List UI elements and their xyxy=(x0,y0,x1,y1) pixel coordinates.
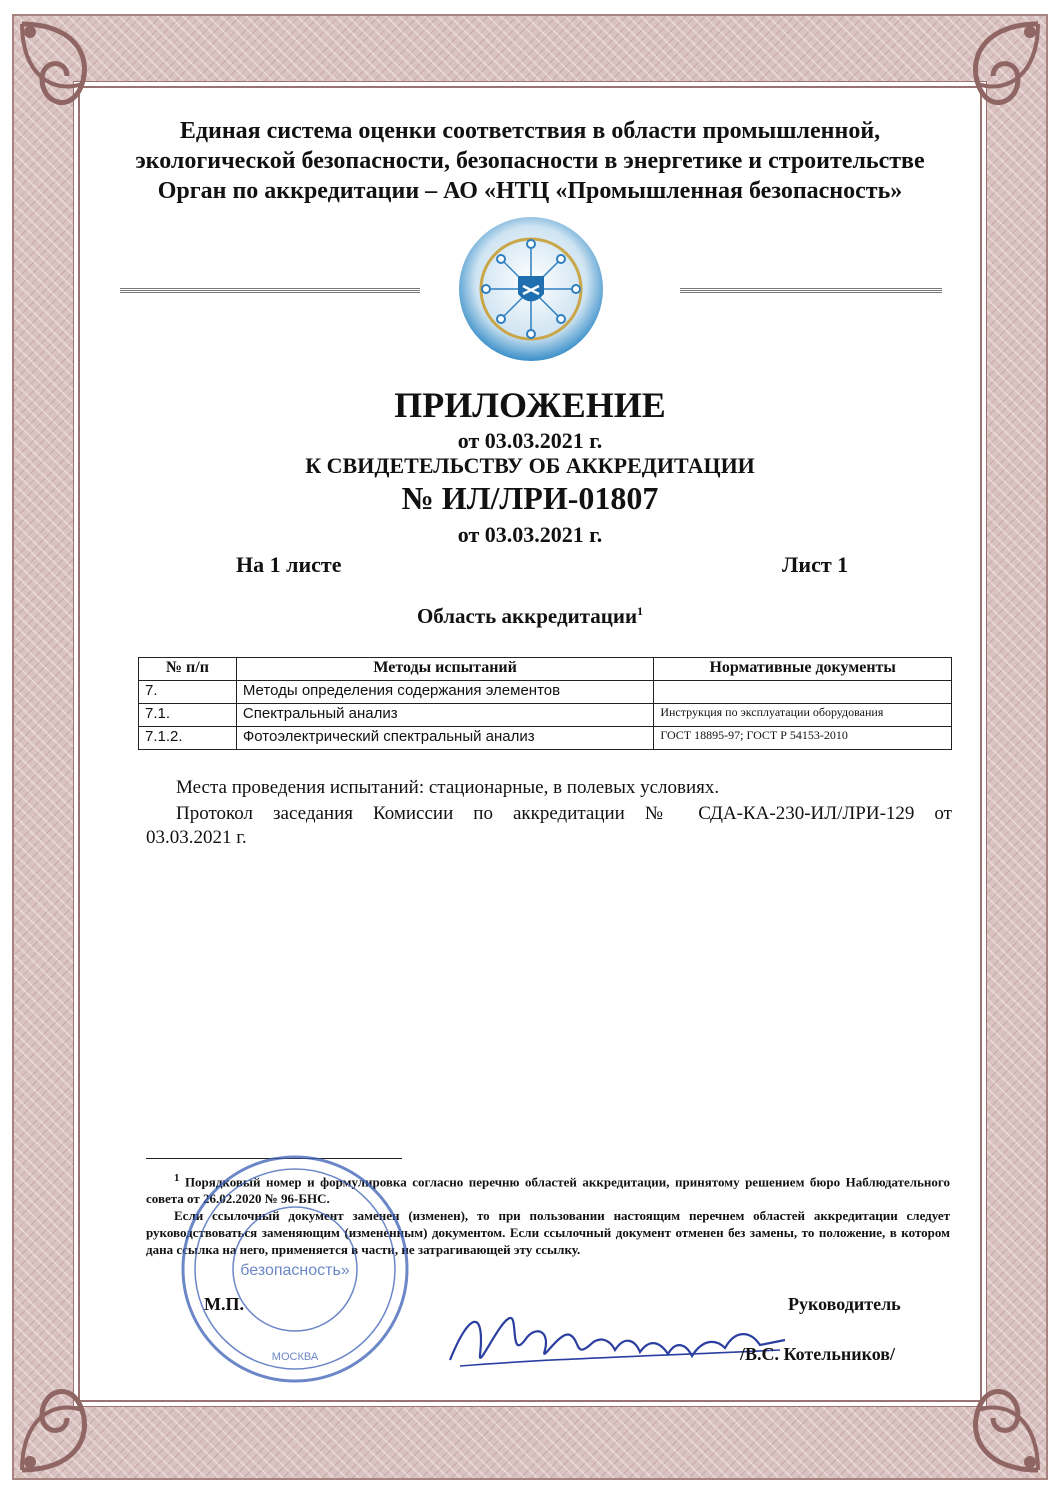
round-stamp-icon xyxy=(176,1150,414,1388)
corner-ornament-icon xyxy=(12,1330,162,1480)
signer-role: Руководитель xyxy=(788,1294,901,1314)
date-bottom: от 03.03.2021 г. xyxy=(457,522,603,547)
places-text: Места проведения испытаний: стационарные, в полевых условиях. xyxy=(176,777,720,798)
date-top: от 03.03.2021 г. xyxy=(457,428,603,453)
column-header: № п/п xyxy=(139,658,237,681)
signature-icon xyxy=(440,1300,800,1380)
table-header-row xyxy=(139,658,952,681)
cell-method: Спектральный анализ xyxy=(236,704,653,727)
footnote-text-2: Если ссылочный документ заменен (изменен), то при пользовании настоящим перечнем областей аккредитации следует руководствоваться заменяющим (измененным) документом. Если ссылочный документ отменен без замены, то положение, в котором дана ссылка на него, применяется в части, не затрагивающей эту ссылку. xyxy=(146,1208,950,1258)
header-line-1: Единая система оценки соответствия в области промышленной, xyxy=(179,118,881,144)
scope-title-text: Область аккредитации xyxy=(416,604,638,628)
seal-place-label: М.П. xyxy=(204,1294,244,1314)
cell-method: Методы определения содержания элементов xyxy=(236,681,653,704)
header-divider-right xyxy=(680,288,942,294)
header-line-3: Орган по аккредитации – АО «НТЦ «Промышленная безопасность» xyxy=(157,178,903,204)
emblem-icon xyxy=(456,214,606,364)
cell-document: ГОСТ 18895-97; ГОСТ Р 54153-2010 xyxy=(654,727,952,750)
header-divider-left xyxy=(120,288,420,294)
signatory-name: /В.С. Котельников/ xyxy=(740,1344,896,1364)
footnote-ref: 1 xyxy=(637,604,644,618)
table-row xyxy=(139,727,952,750)
certificate-number: № ИЛ/ЛРИ-01807 xyxy=(401,480,659,516)
table-row xyxy=(139,704,952,727)
document-title: ПРИЛОЖЕНИЕ xyxy=(394,385,666,425)
cell-number: 7.1.2. xyxy=(139,727,237,750)
footnote-mark: 1 xyxy=(174,1172,180,1184)
stamp-city: МОСКВА xyxy=(271,1351,319,1363)
stamp-text: безопасность» xyxy=(240,1262,350,1279)
column-header: Нормативные документы xyxy=(654,658,952,681)
scope-table xyxy=(138,657,952,750)
cell-document: Инструкция по эксплуатации оборудования xyxy=(654,704,952,727)
corner-ornament-icon xyxy=(898,1330,1048,1480)
sheet-number: Лист 1 xyxy=(782,552,849,577)
footnote-text-1: Порядковый номер и формулировка согласно перечню областей аккредитации, принятому решением бюро Наблюдательного совета от 26.02.2020 № 96-БНС. xyxy=(146,1174,951,1207)
header-line-2: экологической безопасности, безопасности в энергетике и строительстве xyxy=(135,148,925,174)
cell-method: Фотоэлектрический спектральный анализ xyxy=(236,727,653,750)
cell-number: 7. xyxy=(139,681,237,704)
table-row xyxy=(139,681,952,704)
column-header: Методы испытаний xyxy=(236,658,653,681)
sheets-total: На 1 листе xyxy=(236,552,342,577)
protocol-line-1: Протокол заседания Комиссии по аккредитации № СДА-КА-230-ИЛ/ЛРИ-129 от xyxy=(176,803,952,824)
subtitle: К СВИДЕТЕЛЬСТВУ ОБ АККРЕДИТАЦИИ xyxy=(305,453,755,478)
protocol-line-2: 03.03.2021 г. xyxy=(146,827,247,848)
scope-title xyxy=(80,604,980,629)
cell-document xyxy=(654,681,952,704)
cell-number: 7.1. xyxy=(139,704,237,727)
